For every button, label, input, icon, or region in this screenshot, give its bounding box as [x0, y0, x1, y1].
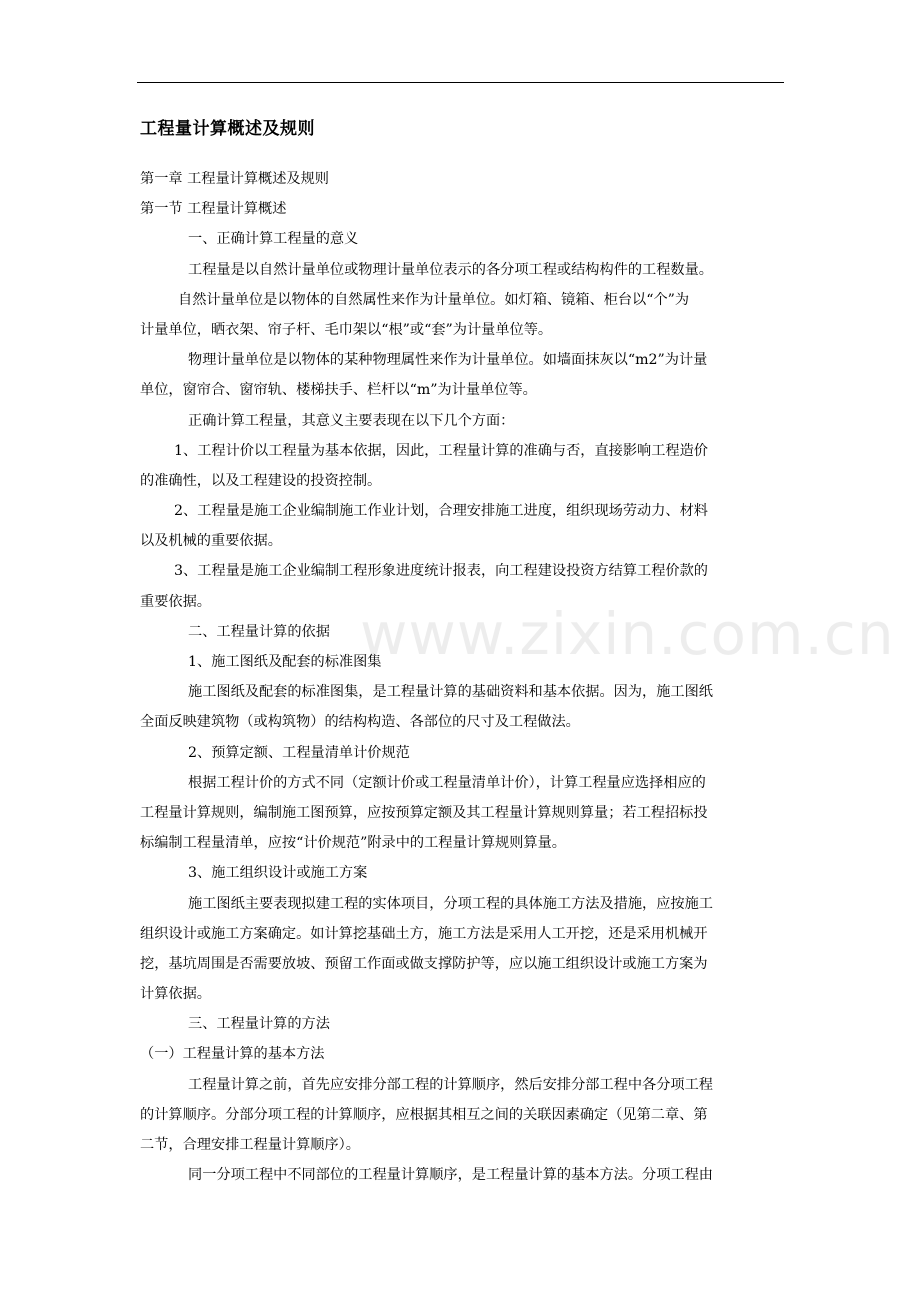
text-line: 1、工程计价以工程量为基本依据，因此，工程量计算的准确与否，直接影响工程造价: [174, 442, 708, 459]
header-rule: [137, 82, 784, 83]
text-line: 1、施工图纸及配套的标准图集: [188, 654, 382, 670]
text-line: 的计算顺序。分部分项工程的计算顺序，应根据其相互之间的关联因素确定（见第二章、第: [140, 1106, 708, 1123]
text-line: （一）工程量计算的基本方法: [140, 1046, 325, 1063]
text-line: 全面反映建筑物（或构筑物）的结构构造、各部位的尺寸及工程做法。: [140, 714, 580, 731]
text-line: 一、正确计算工程量的意义: [188, 231, 359, 248]
text-line: 三、工程量计算的方法: [188, 1016, 330, 1033]
text-line: 标编制工程量清单，应按“计价规范”附录中的工程量计算规则算量。: [140, 835, 566, 852]
text-line: 计算依据。: [140, 986, 211, 1003]
text-line: 第一章 工程量计算概述及规则: [140, 171, 329, 187]
text-line: 3、工程量是施工企业编制工程形象进度统计报表，向工程建设投资方结算工程价款的: [174, 563, 708, 580]
text-line: 重要依据。: [140, 593, 211, 610]
text-line: 第一节 工程量计算概述: [140, 201, 287, 218]
text-line: 物理计量单位是以物体的某种物理属性来作为计量单位。如墙面抹灰以“m2”为计量: [188, 352, 708, 369]
text-line: 二节，合理安排工程量计算顺序）。: [140, 1137, 360, 1153]
text-line: 以及机械的重要依据。: [140, 533, 282, 550]
text-line: 自然计量单位是以物体的自然属性来作为计量单位。如灯箱、镜箱、柜台以“个”为: [178, 291, 690, 308]
document-title: 工程量计算概述及规则: [140, 119, 315, 139]
text-line: 3、施工组织设计或施工方案: [188, 865, 368, 882]
text-line: 根据工程计价的方式不同（定额计价或工程量清单计价），计算工程量应选择相应的: [188, 774, 706, 791]
text-line: 计量单位，晒衣架、帘子杆、毛巾架以“根”或“套”为计量单位等。: [140, 321, 553, 338]
text-line: 工程量计算之前，首先应安排分部工程的计算顺序，然后安排分部工程中各分项工程: [188, 1076, 713, 1093]
document-body: [140, 164, 788, 1190]
text-line: 单位，窗帘合、窗帘轨、楼梯扶手、栏杆以“m”为计量单位等。: [140, 382, 537, 399]
text-line: 2、工程量是施工企业编制施工作业计划，合理安排施工进度，组织现场劳动力、材料: [174, 503, 708, 520]
text-line: 施工图纸及配套的标准图集，是工程量计算的基础资料和基本依据。因为，施工图纸: [188, 684, 713, 701]
text-line: 的准确性，以及工程建设的投资控制。: [140, 472, 382, 489]
text-line: 工程量计算规则，编制施工图预算，应按预算定额及其工程量计算规则算量；若工程招标投: [140, 804, 708, 821]
watermark: www.zixin.com.cn: [360, 600, 895, 668]
text-line: 二、工程量计算的依据: [188, 623, 330, 640]
text-line: 工程量是以自然计量单位或物理计量单位表示的各分项工程或结构构件的工程数量。: [188, 261, 713, 278]
text-line: 2、预算定额、工程量清单计价规范: [188, 744, 410, 761]
text-line: 正确计算工程量，其意义主要表现在以下几个方面：: [188, 412, 515, 429]
text-line: 组织设计或施工方案确定。如计算挖基础土方，施工方法是采用人工开挖，还是采用机械开: [140, 925, 708, 942]
text-line: 同一分项工程中不同部位的工程量计算顺序，是工程量计算的基本方法。分项工程由: [188, 1167, 713, 1184]
text-line: 施工图纸主要表现拟建工程的实体项目，分项工程的具体施工方法及措施，应按施工: [188, 895, 713, 912]
text-line: 挖，基坑周围是否需要放坡、预留工作面或做支撑防护等，应以施工组织设计或施工方案为: [140, 955, 708, 972]
